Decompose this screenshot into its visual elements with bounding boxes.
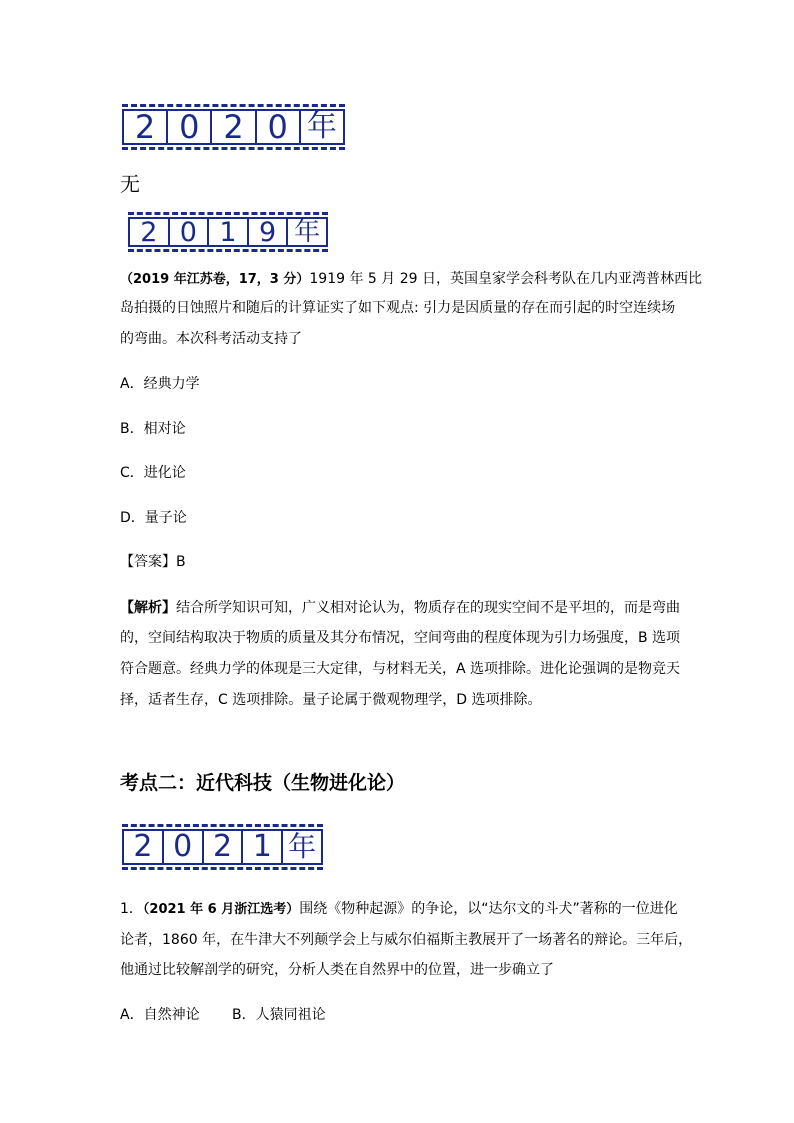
none-text: 无 bbox=[120, 172, 140, 196]
analysis-line3: 符合题意。经典力学的体现是三大定律，与材料无关，A 选项排除。进化论强调的是物竞天 bbox=[120, 661, 681, 677]
year-digit: 0 bbox=[170, 219, 210, 245]
year-digit: 0 bbox=[168, 111, 212, 143]
question-2021-line2: 论者，1860 年，在牛津大不列颠学会上与威尔伯福斯主教展开了一场著名的辩论。三年后， bbox=[120, 932, 693, 948]
answer-label: 【答案】 bbox=[120, 554, 176, 570]
question-2019-line1 bbox=[120, 268, 702, 291]
option-d: D．量子论 bbox=[120, 510, 187, 526]
option-b: B．相对论 bbox=[120, 421, 186, 437]
analysis-line4: 择，适者生存，C 选项排除。量子论属于微观物理学，D 选项排除。 bbox=[120, 692, 542, 708]
analysis-text: 结合所学知识可知，广义相对论认为，物质存在的现实空间不是平坦的，而是弯曲 bbox=[176, 600, 680, 616]
option-c: C．进化论 bbox=[120, 465, 186, 481]
year-digit: 2 bbox=[212, 111, 256, 143]
question-2019-line2: 岛拍摄的日蚀照片和随后的计算证实了如下观点: 引力是因质量的存在而引起的时空连续场 bbox=[120, 300, 676, 316]
year-banner-2021 bbox=[122, 824, 323, 870]
year-digit: 9 bbox=[249, 219, 289, 245]
question-number: 1． bbox=[120, 901, 143, 917]
question-source: （2021 年 6 月浙江选考） bbox=[142, 902, 300, 917]
year-banner-2020 bbox=[122, 104, 345, 150]
question-2019-line3: 的弯曲。本次科考活动支持了 bbox=[120, 331, 302, 347]
analysis-label: 【解析】 bbox=[120, 600, 176, 616]
year-digit: 2 bbox=[130, 219, 170, 245]
analysis-line2: 的，空间结构取决于物质的质量及其分布情况，空间弯曲的程度体现为引力场强度，B 选项 bbox=[120, 630, 681, 646]
option-a: A．自然神论 bbox=[120, 1007, 200, 1023]
year-banner-2019 bbox=[128, 212, 328, 252]
year-char: 年 bbox=[294, 217, 321, 247]
question-2021-line3: 他通过比较解剖学的研究，分析人类在自然界中的位置，进一步确立了 bbox=[120, 962, 554, 978]
year-digit: 2 bbox=[204, 831, 244, 863]
option-b: B．人猿同祖论 bbox=[232, 1007, 326, 1023]
year-char: 年 bbox=[306, 109, 337, 144]
answer-value: B bbox=[176, 554, 186, 570]
year-digit: 1 bbox=[243, 831, 283, 863]
question-text: 1919 年 5 月 29 日，英国皇家学会科考队在几内亚湾普林西比 bbox=[309, 271, 702, 287]
year-digit: 2 bbox=[124, 111, 168, 143]
analysis-line1 bbox=[120, 597, 680, 619]
question-source: （2019 年江苏卷，17，3 分） bbox=[120, 272, 310, 287]
section-heading: 考点二：近代科技（生物进化论） bbox=[120, 772, 406, 794]
year-digit: 1 bbox=[209, 219, 249, 245]
question-text: 围绕《物种起源》的争论，以“达尔文的斗犬”著称的一位进化 bbox=[299, 901, 678, 917]
option-a: A．经典力学 bbox=[120, 376, 200, 392]
answer bbox=[120, 552, 186, 572]
year-digit: 0 bbox=[164, 831, 204, 863]
year-digit: 0 bbox=[257, 111, 301, 143]
question-2021-line1 bbox=[120, 898, 678, 921]
year-char: 年 bbox=[288, 830, 317, 863]
year-digit: 2 bbox=[124, 831, 164, 863]
